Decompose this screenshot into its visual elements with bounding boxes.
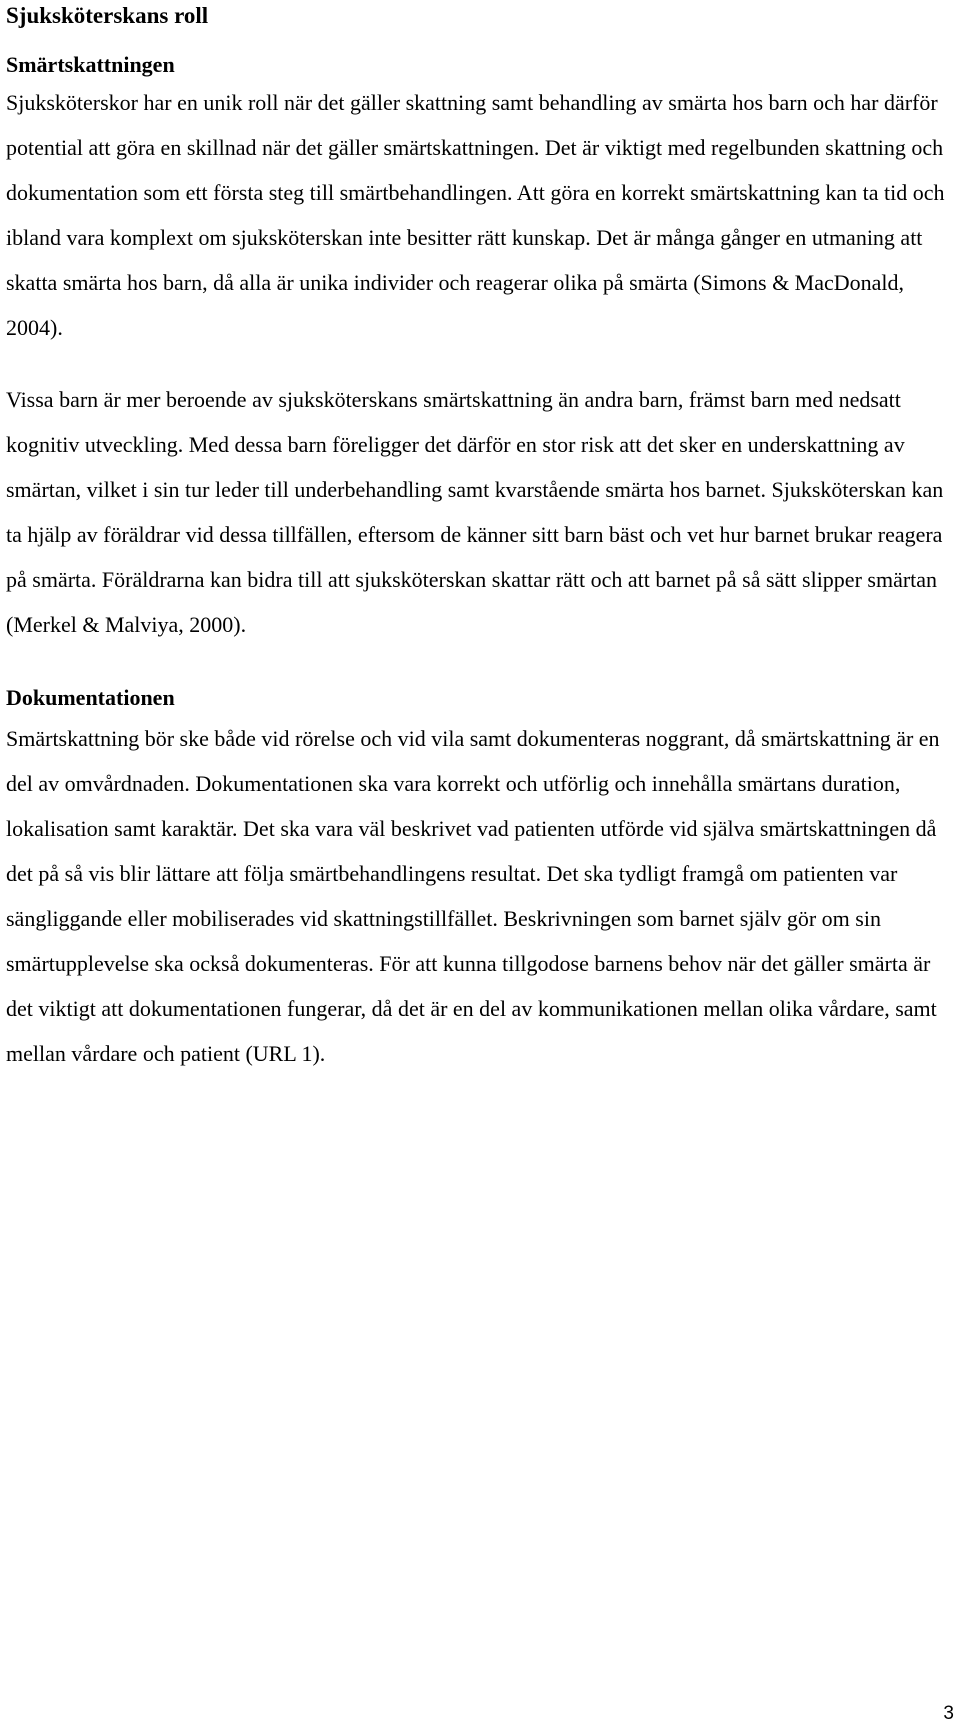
page-title: Sjuksköterskans roll	[6, 3, 209, 28]
page-number: 3	[943, 1703, 954, 1724]
paragraph: Vissa barn är mer beroende av sjuksköterskans smärtskattning än andra barn, främst barn med nedsatt kognitiv utveckling. Med dessa barn föreligger det därför en stor risk att det sker en underskattning av smärtan, vilket i sin tur leder till underbehandling samt kvarstående smärta hos barnet. Sjuksköterskan kan ta hjälp av föräldrar vid dessa tillfällen, eftersom de känner sitt barn bäst och vet hur barnet brukar reagera på smärta. Föräldrarna kan bidra till att sjuksköterskan skattar rätt och att barnet på så sätt slipper smärtan (Merkel & Malviya, 2000).	[6, 387, 944, 637]
section-heading-dokumentationen: Dokumentationen	[6, 685, 175, 710]
paragraph: Smärtskattning bör ske både vid rörelse och vid vila samt dokumenteras noggrant, då smärtskattning är en del av omvårdnaden. Dokumentationen ska vara korrekt och utförlig och innehålla smärtans duration, lokalisation samt karaktär. Det ska vara väl beskrivet vad patienten utförde vid själva smärtskattningen då det på så vis blir lättare att följa smärtbehandlingens resultat. Det ska tydligt framgå om patienten var sängliggande eller mobiliserades vid skattningstillfället. Beskrivningen som barnet själv gör om sin smärtupplevelse ska också dokumenteras. För att kunna tillgodose barnens behov när det gäller smärta är det viktigt att dokumentationen fungerar, då det är en del av kommunikationen mellan olika vårdare, samt mellan vårdare och patient (URL 1).	[6, 726, 940, 1066]
document-page	[6, 0, 956, 1076]
section-heading-smartskattningen: Smärtskattningen	[6, 52, 175, 77]
paragraph: Sjuksköterskor har en unik roll när det gäller skattning samt behandling av smärta hos barn och har därför potential att göra en skillnad när det gäller smärtskattningen. Det är viktigt med regelbunden skattning och dokumentation som ett första steg till smärtbehandlingen. Att göra en korrekt smärtskattning kan ta tid och ibland vara komplext om sjuksköterskan inte besitter rätt kunskap. Det är många gånger en utmaning att skatta smärta hos barn, då alla är unika individer och reagerar olika på smärta (Simons & MacDonald, 2004).	[6, 90, 945, 340]
